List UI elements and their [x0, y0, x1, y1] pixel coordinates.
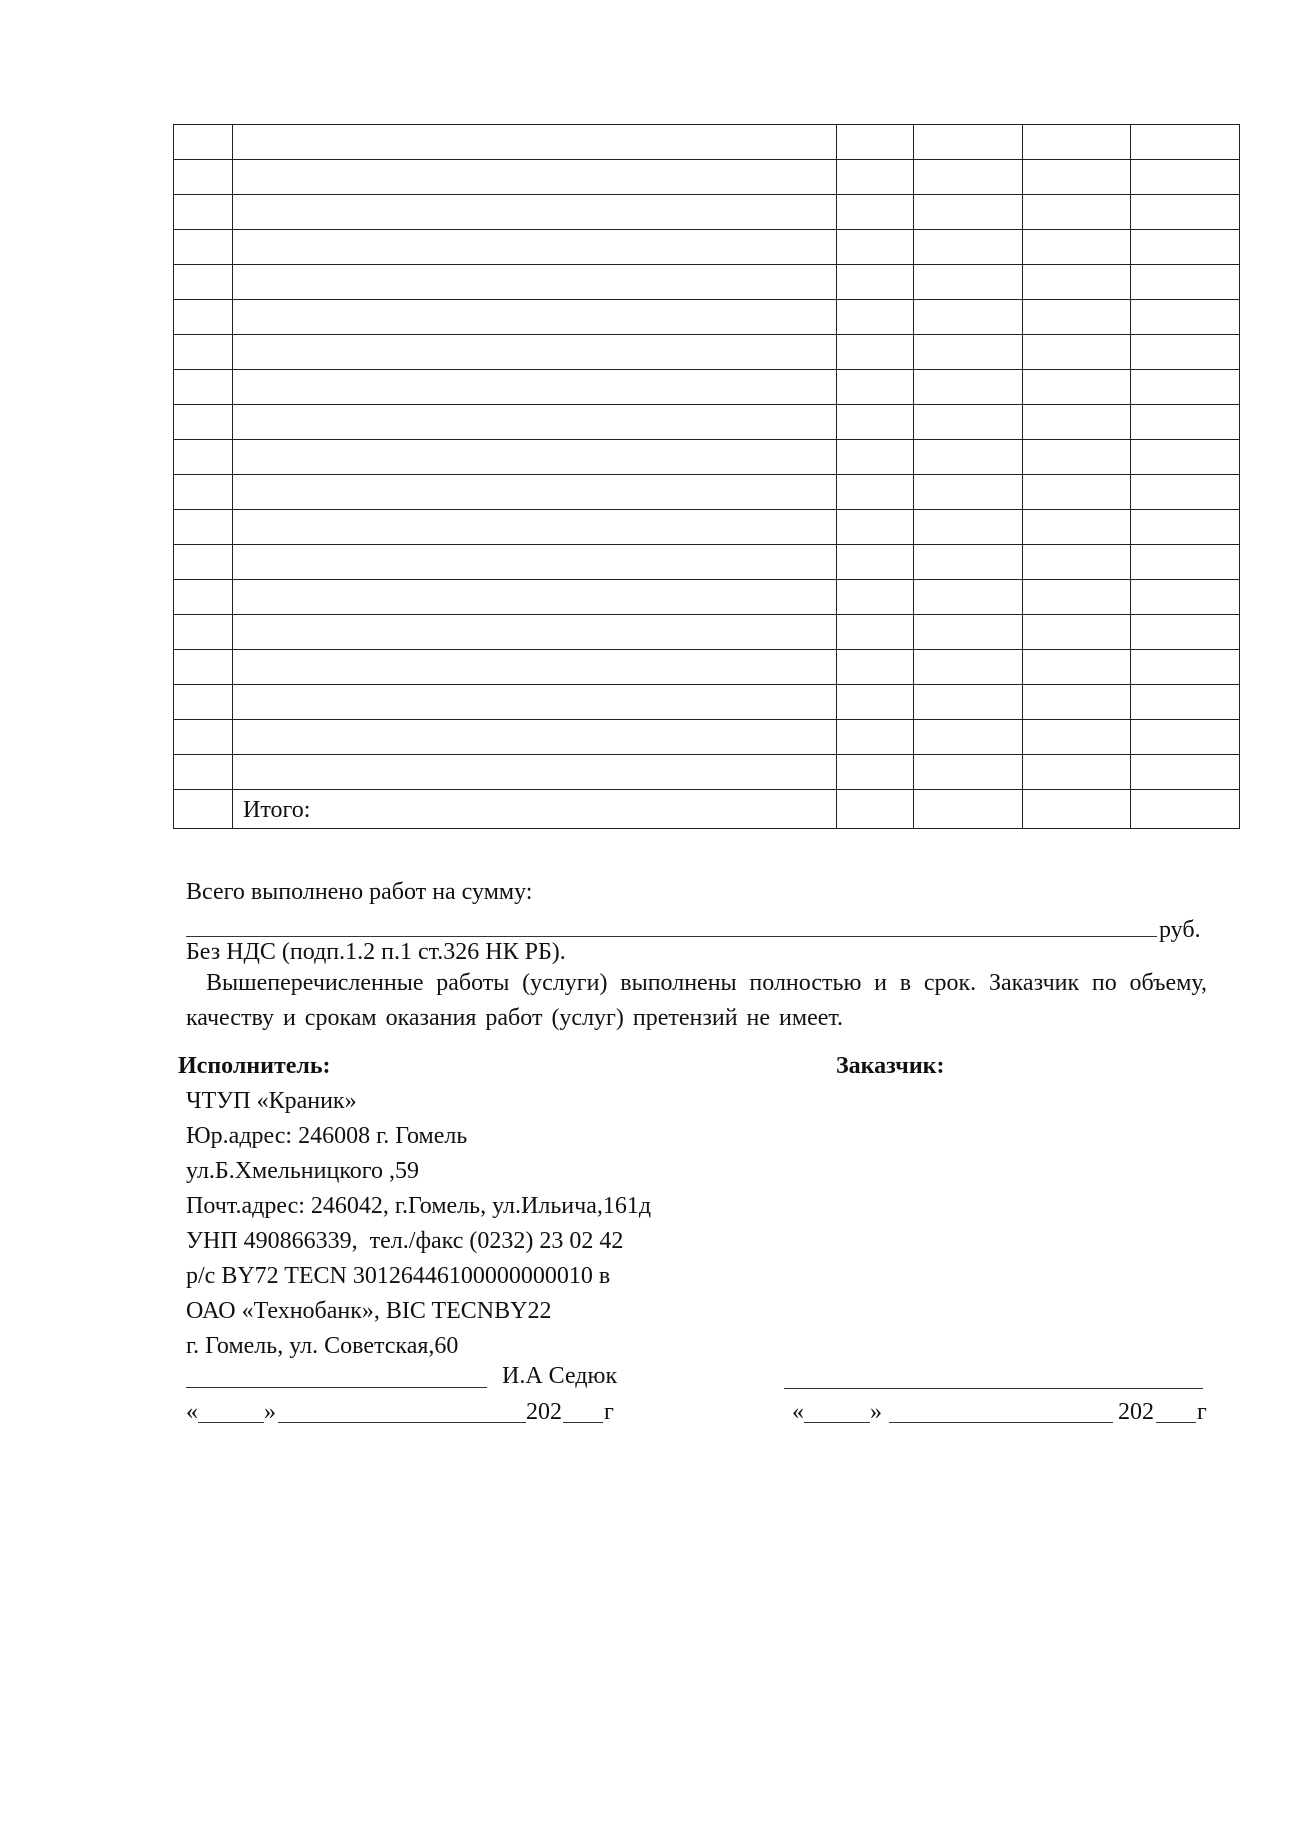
works-table-body: [174, 125, 1240, 829]
table-cell[interactable]: [233, 160, 837, 195]
table-cell[interactable]: [1131, 300, 1240, 335]
table-cell[interactable]: [1131, 580, 1240, 615]
table-cell[interactable]: [914, 510, 1023, 545]
executor-signatory: И.А Седюк: [502, 1363, 618, 1389]
table-cell[interactable]: [1131, 685, 1240, 720]
table-cell[interactable]: [1131, 790, 1240, 829]
customer-date-close-quote: »: [870, 1399, 882, 1425]
customer-date-year-line[interactable]: [1156, 1422, 1196, 1423]
table-cell[interactable]: [837, 160, 914, 195]
table-cell[interactable]: [233, 650, 837, 685]
amount-fill-line[interactable]: [186, 936, 1157, 937]
executor-bank: ОАО «Технобанк», BIC TECNBY22: [186, 1298, 552, 1324]
table-cell[interactable]: [837, 125, 914, 160]
customer-date-day-line[interactable]: [804, 1422, 870, 1423]
table-cell[interactable]: [837, 475, 914, 510]
table-row: [174, 545, 1240, 580]
table-row: [174, 650, 1240, 685]
executor-date-open-quote: «: [186, 1399, 198, 1425]
customer-date-month-line[interactable]: [889, 1422, 1113, 1423]
table-row: [174, 160, 1240, 195]
table-cell[interactable]: [174, 335, 233, 370]
table-cell[interactable]: [174, 370, 233, 405]
table-row: [174, 510, 1240, 545]
table-cell[interactable]: [1131, 230, 1240, 265]
table-cell[interactable]: [174, 650, 233, 685]
table-cell[interactable]: [174, 545, 233, 580]
table-cell[interactable]: [1023, 510, 1131, 545]
customer-date-year-suffix: г: [1197, 1399, 1207, 1425]
customer-heading: Заказчик:: [836, 1053, 945, 1079]
table-cell[interactable]: [1131, 755, 1240, 790]
table-cell[interactable]: [837, 755, 914, 790]
table-cell[interactable]: [1023, 650, 1131, 685]
table-cell[interactable]: [174, 440, 233, 475]
table-cell[interactable]: [233, 195, 837, 230]
table-cell[interactable]: [233, 265, 837, 300]
acceptance-statement: Вышеперечисленные работы (услуги) выполнены полностью и в срок. Заказчик по объему, качеству и срокам оказания работ (услуг) претензий не имеет.: [186, 970, 1207, 1031]
table-row: [174, 475, 1240, 510]
table-cell[interactable]: [1131, 475, 1240, 510]
executor-heading: Исполнитель:: [178, 1053, 331, 1079]
table-cell[interactable]: [233, 125, 837, 160]
table-cell[interactable]: [914, 475, 1023, 510]
table-cell[interactable]: [1023, 720, 1131, 755]
table-cell[interactable]: [174, 580, 233, 615]
table-row: [174, 230, 1240, 265]
customer-date-year-prefix: 202: [1118, 1399, 1154, 1425]
table-cell[interactable]: [1023, 370, 1131, 405]
table-cell[interactable]: [914, 195, 1023, 230]
table-cell[interactable]: [1023, 685, 1131, 720]
total-row: [174, 790, 1240, 829]
table-cell[interactable]: [837, 720, 914, 755]
customer-signature-line[interactable]: [784, 1388, 1203, 1389]
table-cell[interactable]: [837, 300, 914, 335]
table-cell[interactable]: [1023, 755, 1131, 790]
table-cell[interactable]: [1131, 265, 1240, 300]
table-cell[interactable]: [1131, 510, 1240, 545]
table-cell[interactable]: [914, 405, 1023, 440]
table-cell[interactable]: [914, 230, 1023, 265]
customer-date-open-quote: «: [792, 1399, 804, 1425]
executor-date-day-line[interactable]: [198, 1422, 264, 1423]
table-row: [174, 195, 1240, 230]
table-row: [174, 405, 1240, 440]
table-cell[interactable]: [1131, 720, 1240, 755]
table-cell[interactable]: [1023, 615, 1131, 650]
table-cell[interactable]: [914, 300, 1023, 335]
table-cell[interactable]: [837, 545, 914, 580]
table-row: [174, 335, 1240, 370]
table-cell[interactable]: [174, 790, 233, 829]
vat-note: Без НДС (подп.1.2 п.1 ст.326 НК РБ).: [186, 939, 566, 965]
table-row: [174, 720, 1240, 755]
table-cell[interactable]: [233, 440, 837, 475]
table-cell[interactable]: [914, 650, 1023, 685]
table-cell[interactable]: [174, 510, 233, 545]
table-cell[interactable]: [174, 230, 233, 265]
table-cell[interactable]: [914, 545, 1023, 580]
table-cell[interactable]: [837, 510, 914, 545]
executor-street: ул.Б.Хмельницкого ,59: [186, 1158, 420, 1184]
works-table: [173, 124, 1240, 829]
table-cell[interactable]: [174, 160, 233, 195]
executor-bank-address: г. Гомель, ул. Советская,60: [186, 1333, 459, 1359]
table-cell[interactable]: [1023, 160, 1131, 195]
table-cell[interactable]: [837, 615, 914, 650]
table-cell[interactable]: [1023, 265, 1131, 300]
table-cell[interactable]: [174, 755, 233, 790]
table-row: [174, 580, 1240, 615]
table-cell[interactable]: [1131, 615, 1240, 650]
table-cell[interactable]: [837, 650, 914, 685]
table-cell[interactable]: [233, 405, 837, 440]
table-cell[interactable]: [1023, 580, 1131, 615]
executor-legal-address: Юр.адрес: 246008 г. Гомель: [186, 1123, 468, 1149]
table-cell[interactable]: [1131, 370, 1240, 405]
table-cell[interactable]: [233, 720, 837, 755]
table-cell[interactable]: [837, 370, 914, 405]
table-cell[interactable]: [837, 230, 914, 265]
table-row: [174, 125, 1240, 160]
table-cell[interactable]: [174, 300, 233, 335]
table-cell[interactable]: [914, 265, 1023, 300]
table-cell[interactable]: [233, 230, 837, 265]
table-cell[interactable]: [837, 405, 914, 440]
table-cell[interactable]: [1131, 650, 1240, 685]
table-row: [174, 755, 1240, 790]
table-cell[interactable]: [174, 475, 233, 510]
table-cell[interactable]: [1023, 300, 1131, 335]
table-cell[interactable]: [1023, 335, 1131, 370]
table-cell[interactable]: [837, 580, 914, 615]
table-cell[interactable]: [914, 160, 1023, 195]
table-cell[interactable]: [1023, 790, 1131, 829]
table-cell[interactable]: [233, 335, 837, 370]
executor-company: ЧТУП «Краник»: [186, 1088, 357, 1114]
table-cell[interactable]: [233, 510, 837, 545]
table-cell[interactable]: [174, 405, 233, 440]
table-cell[interactable]: [837, 685, 914, 720]
table-cell[interactable]: [914, 125, 1023, 160]
currency-suffix: руб.: [1159, 917, 1201, 943]
executor-postal-address: Почт.адрес: 246042, г.Гомель, ул.Ильича,161д: [186, 1193, 652, 1219]
table-cell[interactable]: [174, 685, 233, 720]
table-cell[interactable]: [233, 615, 837, 650]
table-row: [174, 265, 1240, 300]
table-cell[interactable]: [914, 440, 1023, 475]
table-cell[interactable]: [837, 440, 914, 475]
table-cell[interactable]: [174, 720, 233, 755]
table-cell[interactable]: [1131, 545, 1240, 580]
table-cell[interactable]: [1131, 160, 1240, 195]
table-cell[interactable]: [233, 545, 837, 580]
table-cell[interactable]: [1023, 475, 1131, 510]
total-row-label: Итого:: [233, 790, 837, 829]
table-cell[interactable]: [233, 580, 837, 615]
table-row: [174, 685, 1240, 720]
total-amount-label: Всего выполнено работ на сумму:: [186, 879, 533, 905]
table-row: [174, 300, 1240, 335]
table-row: [174, 615, 1240, 650]
table-cell[interactable]: [914, 755, 1023, 790]
table-cell[interactable]: [174, 265, 233, 300]
table-row: [174, 440, 1240, 475]
table-cell[interactable]: [233, 685, 837, 720]
executor-date-year-suffix: г: [604, 1399, 614, 1425]
executor-unp-phone: УНП 490866339, тел./факс (0232) 23 02 42: [186, 1228, 624, 1254]
table-cell[interactable]: [1023, 125, 1131, 160]
table-cell[interactable]: [1023, 405, 1131, 440]
table-row: [174, 370, 1240, 405]
table-cell[interactable]: [233, 755, 837, 790]
table-cell[interactable]: [914, 370, 1023, 405]
table-cell[interactable]: [1023, 195, 1131, 230]
table-cell[interactable]: [1131, 440, 1240, 475]
table-cell[interactable]: [1023, 545, 1131, 580]
table-cell[interactable]: [174, 125, 233, 160]
table-cell[interactable]: [837, 335, 914, 370]
table-cell[interactable]: [1131, 125, 1240, 160]
executor-signature-line[interactable]: [186, 1387, 487, 1388]
table-cell[interactable]: [837, 265, 914, 300]
table-cell[interactable]: [914, 790, 1023, 829]
executor-date-year-prefix: 202: [526, 1399, 562, 1425]
table-cell[interactable]: [174, 615, 233, 650]
executor-date-close-quote: »: [264, 1399, 276, 1425]
table-cell[interactable]: [233, 300, 837, 335]
executor-date-month-line[interactable]: [278, 1422, 526, 1423]
executor-date-year-line[interactable]: [563, 1422, 603, 1423]
table-cell[interactable]: [1023, 440, 1131, 475]
table-cell[interactable]: [914, 335, 1023, 370]
table-cell[interactable]: [1131, 335, 1240, 370]
table-cell[interactable]: [837, 195, 914, 230]
table-cell[interactable]: [233, 370, 837, 405]
table-cell[interactable]: [914, 580, 1023, 615]
table-cell[interactable]: [1131, 195, 1240, 230]
executor-account: р/с BY72 TECN 30126446100000000010 в: [186, 1263, 611, 1289]
table-cell[interactable]: [174, 195, 233, 230]
table-cell[interactable]: [233, 475, 837, 510]
table-cell[interactable]: [1023, 230, 1131, 265]
table-cell[interactable]: [914, 685, 1023, 720]
table-cell[interactable]: [837, 790, 914, 829]
table-cell[interactable]: [914, 720, 1023, 755]
table-cell[interactable]: [1131, 405, 1240, 440]
table-cell[interactable]: [914, 615, 1023, 650]
